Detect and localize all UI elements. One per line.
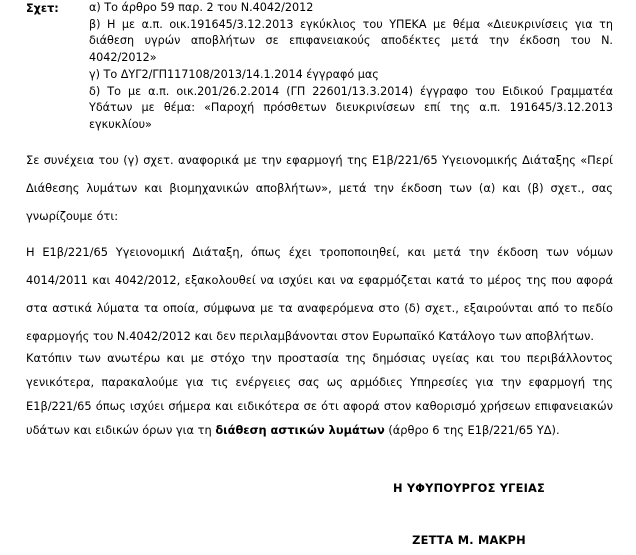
signatory-name: ΖΕΤΤΑ Μ. ΜΑΚΡΗ <box>412 533 526 547</box>
body-paragraph-2: Η Ε1β/221/65 Υγειονομική Διάταξη, όπως έχει τροποποιηθεί, και μετά την έκδοση των νόμων 4014/2011 και 4042/2012, εξακολουθεί να ισχύει και να εφαρμόζεται κατά το μέρος της που αφορά στα αστικά λύματα τα οποία, σύμφωνα με τα αναφερόμενα στο (δ) σχετ., εξαιρούνται από το πεδίο εφαρμογής του Ν.4042/2012 και δεν περιλαμβάνονται στον Ευρωπαϊκό Κατάλογο των αποβλήτων. <box>26 245 613 343</box>
body-paragraph-1: Σε συνέχεια του (γ) σχετ. αναφορικά με την εφαρμογή της Ε1β/221/65 Υγειονομικής Διάταξης «Περί Διάθεσης λυμάτων και βιομηχανικών αποβλήτων», μετά την έκδοση των (α) και (β) σχετ., σας γνωρίζουμε ότι: <box>26 153 613 223</box>
reference-item-b: β) Η με α.π. οικ.191645/3.12.2013 εγκύκλιος του ΥΠΕΚΑ με θέμα «Διευκρινίσεις για τη διάθεση υγρών αποβλήτων σε επιφανειακούς αποδέκτες μετά την έκδοση του Ν. 4042/2012» <box>89 17 613 65</box>
paragraph-3-text-part2: (άρθρο 6 της Ε1β/221/65 ΥΔ). <box>384 423 560 437</box>
references-list <box>89 0 613 134</box>
paragraph-3-emphasis: διάθεση αστικών λυμάτων <box>215 423 385 437</box>
reference-item-c: γ) Το ΔΥΓ2/ΓΠ117108/2013/14.1.2014 έγγραφό μας <box>89 67 379 81</box>
paragraph-3-text-part1: Κατόπιν των ανωτέρω και με στόχο την προστασία της δημόσιας υγείας και του περιβάλλοντος γενικότερα, παρακαλούμε για τις ενέργειες σας ως αρμόδιες Υπηρεσίες για την εφαρμογή της Ε1β/221/65 όπως ισχύει σήμερα και ειδικότερα σε ότι αφορά στον καθορισμό χρήσεων επιφανειακών υδάτων και ειδικών όρων για τη <box>26 351 613 437</box>
signatory-title: Η ΥΦΥΠΟΥΡΓΟΣ ΥΓΕΙΑΣ <box>392 481 546 495</box>
references-label: Σχετ: <box>26 2 59 15</box>
reference-item-a: α) Το άρθρο 59 παρ. 2 του Ν.4042/2012 <box>89 1 314 14</box>
reference-item-d: δ) Το με α.π. οικ.201/26.2.2014 (ΓΠ 22601/13.3.2014) έγγραφο του Ειδικού Γραμματέα Υδάτων με θέμα: «Παροχή πρόσθετων διευκρινίσεων επί της α.π. 191645/3.12.2013 εγκυκλίου» <box>89 84 613 131</box>
body-paragraph-3 <box>26 346 613 442</box>
signature-block <box>344 480 594 548</box>
